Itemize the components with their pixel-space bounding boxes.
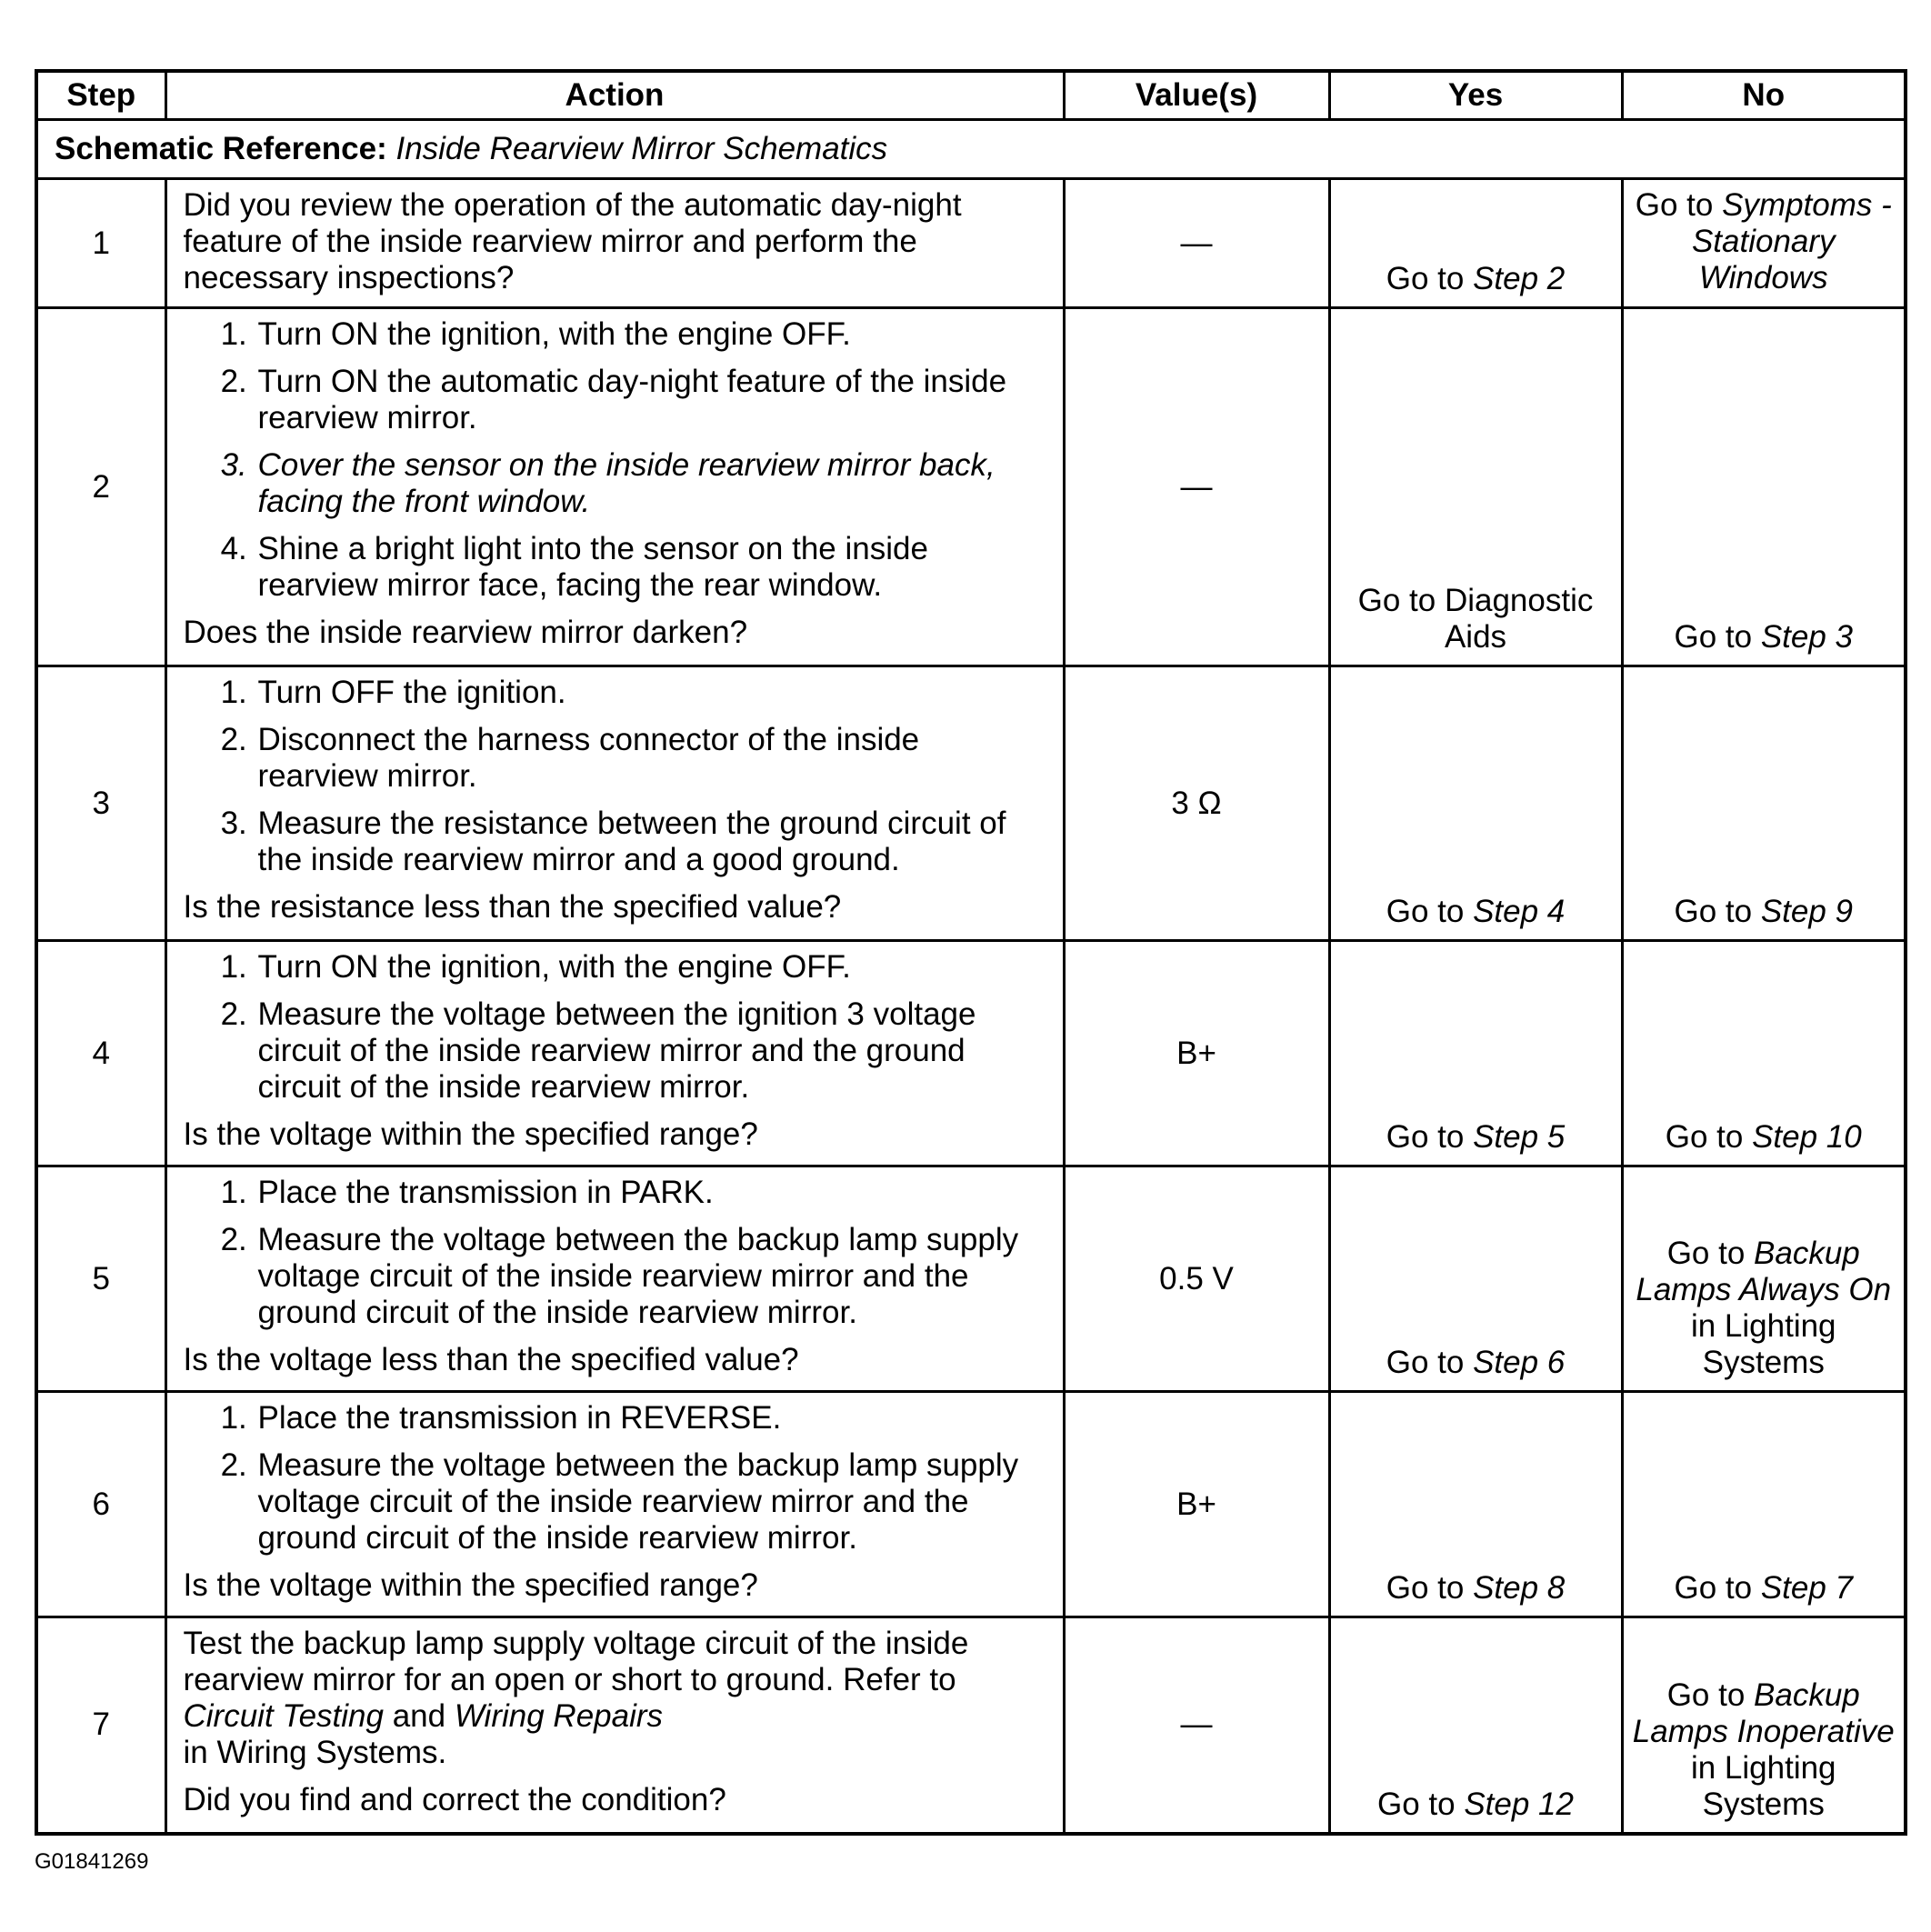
no-prefix: Go to xyxy=(1666,1677,1755,1713)
value-cell: B+ xyxy=(1064,941,1329,1166)
yes-cell xyxy=(1329,1392,1622,1617)
list-item: 1. Turn ON the ignition, with the engine OFF. xyxy=(256,316,1046,353)
yes-link[interactable]: Step 4 xyxy=(1473,894,1566,929)
yes-link[interactable]: Step 8 xyxy=(1473,1570,1566,1606)
action-cell xyxy=(165,1392,1064,1617)
no-prefix: Go to xyxy=(1674,619,1761,655)
yes-prefix: Go to xyxy=(1386,1119,1474,1155)
list-item: 1. Turn ON the ignition, with the engine OFF. xyxy=(256,949,1046,986)
step-number: 7 xyxy=(36,1617,165,1834)
no-link[interactable]: Backup Lamps Inoperative xyxy=(1632,1677,1895,1749)
yes-cell xyxy=(1329,1166,1622,1392)
no-suffix: in Lighting Systems xyxy=(1690,1308,1836,1380)
action-text-mid: and xyxy=(383,1698,455,1734)
figure-id: G01841269 xyxy=(35,1849,149,1874)
list-item: 4. Shine a bright light into the sensor on the inside rearview mirror face, facing the rear window. xyxy=(256,531,1046,604)
yes-link[interactable]: Step 6 xyxy=(1473,1345,1566,1380)
list-item: 2. Measure the voltage between the backup lamp supply voltage circuit of the inside rearview mirror and the ground circuit of the inside rearview mirror. xyxy=(256,1447,1046,1557)
step-number: 1 xyxy=(36,179,165,308)
action-question: Is the resistance less than the specified value? xyxy=(183,889,842,925)
no-cell xyxy=(1622,666,1906,941)
no-cell xyxy=(1622,1392,1906,1617)
action-question: Does the inside rearview mirror darken? xyxy=(183,615,748,650)
yes-prefix: Go to xyxy=(1377,1786,1465,1822)
action-text: Test the backup lamp supply voltage circuit of the inside rearview mirror for an open or short to ground. Refer to xyxy=(183,1626,969,1697)
table-row xyxy=(36,1166,1906,1392)
no-link[interactable]: Symptoms - Stationary Windows xyxy=(1691,186,1892,295)
action-steps-list xyxy=(184,1400,1046,1557)
list-item: 1. Place the transmission in REVERSE. xyxy=(256,1400,1046,1436)
no-cell xyxy=(1622,1617,1906,1834)
list-item: 1. Turn OFF the ignition. xyxy=(256,675,1046,711)
value-cell: B+ xyxy=(1064,1392,1329,1617)
schematic-reference-link[interactable]: Inside Rearview Mirror Schematics xyxy=(395,131,888,166)
action-steps-list xyxy=(184,1175,1046,1331)
action-text-tail: in Wiring Systems. xyxy=(183,1735,447,1770)
step-number: 5 xyxy=(36,1166,165,1392)
table-row xyxy=(36,308,1906,666)
yes-cell xyxy=(1329,941,1622,1166)
no-suffix: in Lighting Systems xyxy=(1690,1749,1836,1822)
no-link[interactable]: Step 3 xyxy=(1760,619,1854,655)
action-text: Did you review the operation of the automatic day-night feature of the inside rearview mirror and perform the necessary inspections? xyxy=(183,187,962,295)
value-cell: 0.5 V xyxy=(1064,1166,1329,1392)
yes-link[interactable]: Step 5 xyxy=(1473,1119,1566,1155)
list-item: 2. Disconnect the harness connector of the inside rearview mirror. xyxy=(256,722,1046,795)
value-cell: — xyxy=(1064,1617,1329,1834)
no-cell xyxy=(1622,179,1906,308)
action-steps-list xyxy=(184,949,1046,1106)
schematic-reference-label: Schematic Reference: xyxy=(55,131,387,166)
yes-prefix: Go to xyxy=(1386,1345,1474,1380)
header-yes: Yes xyxy=(1329,71,1622,120)
action-cell xyxy=(165,941,1064,1166)
step-number: 4 xyxy=(36,941,165,1166)
action-question: Is the voltage within the specified range? xyxy=(183,1116,758,1152)
action-cell xyxy=(165,1617,1064,1834)
no-prefix: Go to xyxy=(1674,894,1761,929)
list-item: 2. Measure the voltage between the backup lamp supply voltage circuit of the inside rearview mirror and the ground circuit of the inside rearview mirror. xyxy=(256,1222,1046,1331)
no-link[interactable]: Backup Lamps Always On xyxy=(1636,1236,1892,1307)
action-cell xyxy=(165,666,1064,941)
action-question: Is the voltage less than the specified value? xyxy=(183,1342,799,1377)
value-cell: — xyxy=(1064,179,1329,308)
no-link[interactable]: Step 10 xyxy=(1752,1119,1862,1155)
schematic-reference xyxy=(36,120,1906,179)
yes-link[interactable]: Go to Diagnostic Aids xyxy=(1357,583,1594,655)
list-item: 3. Measure the resistance between the ground circuit of the inside rearview mirror and a good ground. xyxy=(256,806,1046,878)
table-row xyxy=(36,666,1906,941)
circuit-testing-link[interactable]: Circuit Testing xyxy=(183,1698,384,1734)
header-row xyxy=(36,71,1906,120)
diagnostic-table-document xyxy=(35,69,1904,1836)
action-question: Did you find and correct the condition? xyxy=(183,1782,726,1817)
yes-prefix: Go to xyxy=(1386,894,1474,929)
action-question: Is the voltage within the specified range? xyxy=(183,1567,758,1603)
yes-cell xyxy=(1329,179,1622,308)
yes-cell xyxy=(1329,666,1622,941)
table-row xyxy=(36,941,1906,1166)
list-item: 3. Cover the sensor on the inside rearview mirror back, facing the front window. xyxy=(256,447,1046,520)
no-prefix: Go to xyxy=(1666,1236,1755,1271)
yes-link[interactable]: Step 12 xyxy=(1464,1786,1574,1822)
yes-prefix: Go to xyxy=(1386,261,1474,296)
yes-cell xyxy=(1329,1617,1622,1834)
table-row xyxy=(36,1392,1906,1617)
value-cell: 3 Ω xyxy=(1064,666,1329,941)
no-link[interactable]: Step 9 xyxy=(1760,894,1854,929)
diagnostic-table xyxy=(35,69,1907,1836)
header-no: No xyxy=(1622,71,1906,120)
action-cell xyxy=(165,308,1064,666)
no-cell xyxy=(1622,1166,1906,1392)
no-prefix: Go to xyxy=(1665,1119,1753,1155)
yes-link[interactable]: Step 2 xyxy=(1473,261,1566,296)
yes-prefix: Go to xyxy=(1386,1570,1474,1606)
no-cell xyxy=(1622,941,1906,1166)
table-row xyxy=(36,1617,1906,1834)
step-number: 3 xyxy=(36,666,165,941)
wiring-repairs-link[interactable]: Wiring Repairs xyxy=(454,1698,664,1734)
no-prefix: Go to xyxy=(1635,186,1723,223)
no-link[interactable]: Step 7 xyxy=(1760,1570,1854,1606)
action-cell xyxy=(165,179,1064,308)
table-row xyxy=(36,179,1906,308)
list-item: 1. Place the transmission in PARK. xyxy=(256,1175,1046,1211)
step-number: 6 xyxy=(36,1392,165,1617)
no-prefix: Go to xyxy=(1674,1570,1761,1606)
no-cell xyxy=(1622,308,1906,666)
header-action: Action xyxy=(165,71,1064,120)
action-cell xyxy=(165,1166,1064,1392)
schematic-reference-row xyxy=(36,120,1906,179)
value-cell: — xyxy=(1064,308,1329,666)
list-item: 2. Turn ON the automatic day-night feature of the inside rearview mirror. xyxy=(256,364,1046,436)
step-number: 2 xyxy=(36,308,165,666)
action-steps-list xyxy=(184,316,1046,604)
header-values: Value(s) xyxy=(1064,71,1329,120)
yes-cell xyxy=(1329,308,1622,666)
list-item: 2. Measure the voltage between the ignition 3 voltage circuit of the inside rearview mirror and the ground circuit of the inside rearview mirror. xyxy=(256,996,1046,1106)
action-steps-list xyxy=(184,675,1046,878)
header-step: Step xyxy=(36,71,165,120)
